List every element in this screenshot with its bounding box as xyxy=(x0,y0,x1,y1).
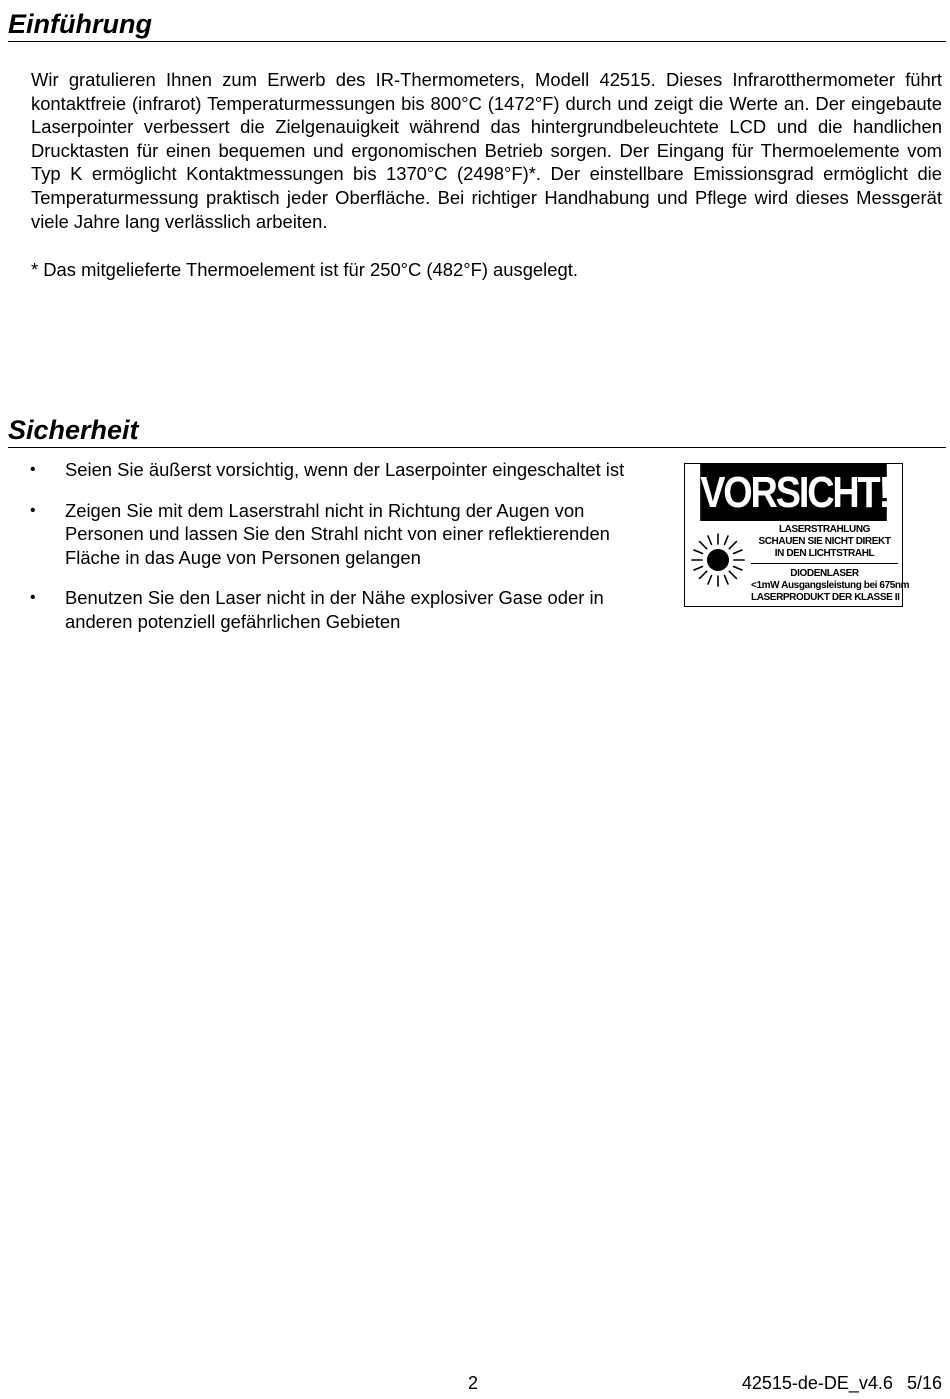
laser-caution-label xyxy=(684,463,910,607)
document-id: 42515-de-DE_v4.6 xyxy=(741,1373,893,1393)
intro-heading: Einführung xyxy=(8,8,946,42)
safety-bullet-item xyxy=(28,586,658,633)
spec-line: LASERPRODUKT DER KLASSE II xyxy=(751,592,900,603)
caution-body xyxy=(685,521,910,607)
bullet-icon: • xyxy=(30,461,36,478)
warning-line: LASERSTRAHLUNG xyxy=(778,524,871,535)
bullet-icon: • xyxy=(30,589,36,607)
spec-line: <1mW Ausgangsleistung bei 675nm xyxy=(751,580,910,591)
safety-bullet-item xyxy=(28,499,658,570)
thermocouple-footnote: * Das mitgelieferte Thermoelement ist für 250°C (482°F) ausgelegt. xyxy=(31,259,578,280)
laser-starburst-icon xyxy=(689,531,747,589)
caution-title: VORSICHT! xyxy=(700,464,887,521)
intro-paragraph: Wir gratulieren Ihnen zum Erwerb des IR-Thermometers, Modell 42515. Dieses Infrarotthermometer führt kontaktfreie (infrarot) Temperaturmessungen bis 800°C (1472°F) durch und zeigt die Werte an. Der eingebaute Laserpointer verbessert die Zielgenauigkeit während das hintergrundbeleuchtete LCD und die handlichen Drucktasten für einen bequemen und ergonomischen Betrieb sorgen. Der Eingang für Thermoelemente vom Typ K ermöglicht Kontaktmessungen bis 1370°C (2498°F)*. Der einstellbare Emissionsgrad ermöglicht die Temperaturmessung praktisch jeder Oberfläche. Bei richtiger Handhabung und Pflege wird dieses Messgerät viele Jahre lang verlässlich arbeiten. xyxy=(31,69,942,232)
laser-warning-text xyxy=(751,524,898,564)
safety-bullet-item xyxy=(28,458,658,482)
warning-line: IN DEN LICHTSTRAHL xyxy=(774,548,875,559)
laser-spec-text xyxy=(751,568,910,604)
safety-bullet-list xyxy=(28,458,658,651)
document-reference xyxy=(742,1372,942,1394)
page-number: 2 xyxy=(468,1373,479,1393)
safety-bullet-text: Zeigen Sie mit dem Laserstrahl nicht in Richtung der Augen von Personen und lassen Sie den Strahl nicht von einer reflektierenden Fläche in das Auge von Personen gelangen xyxy=(65,499,610,568)
document-date: 5/16 xyxy=(906,1373,942,1393)
spec-line: DIODENLASER xyxy=(790,568,859,579)
safety-bullet-text: Seien Sie äußerst vorsichtig, wenn der Laserpointer eingeschaltet ist xyxy=(65,459,625,480)
bullet-icon: • xyxy=(30,501,36,519)
safety-heading: Sicherheit xyxy=(8,414,946,448)
warning-line: SCHAUEN SIE NICHT DIREKT xyxy=(758,536,891,547)
safety-bullet-text: Benutzen Sie den Laser nicht in der Nähe explosiver Gase oder in anderen potenziell gefährlichen Gebieten xyxy=(65,587,604,632)
